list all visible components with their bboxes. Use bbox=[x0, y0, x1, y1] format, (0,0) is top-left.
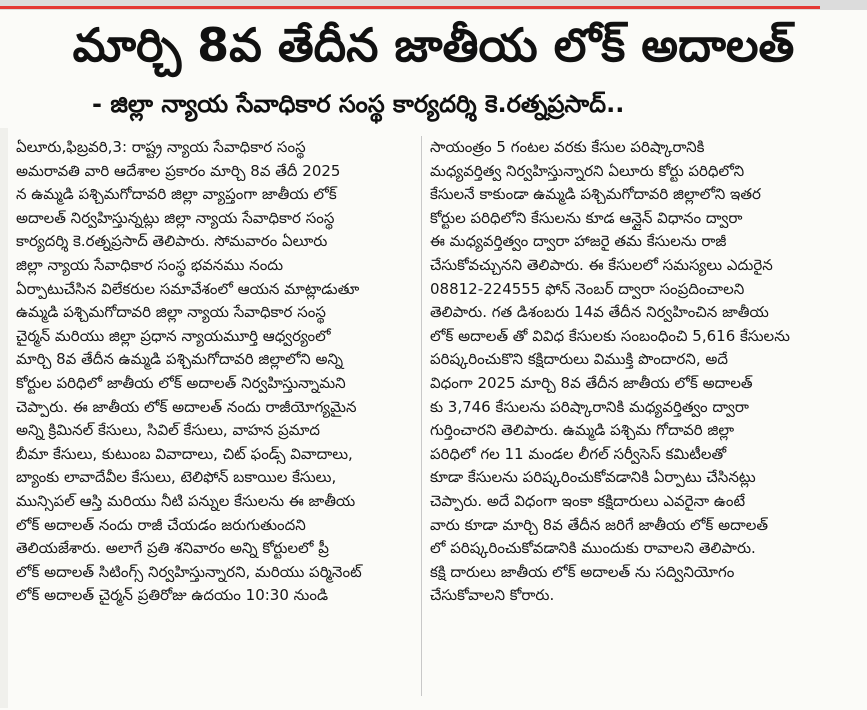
left-column bbox=[16, 136, 416, 608]
right-column bbox=[430, 136, 830, 608]
left-column-line: జిల్లా న్యాయ సేవాధికార సంస్థ భవనము నందు bbox=[16, 255, 284, 274]
adjacent-column-edge bbox=[0, 128, 8, 708]
left-column-line: బీమా కేసులు, కుటుంబ వివాదాలు, చిట్ ఫండ్స్ వివాదాలు, bbox=[16, 444, 353, 463]
left-column-line: చెప్పారు. ఈ జాతీయ లోక్ అదాలత్ నందు రాజీయోగ్యమైన bbox=[16, 397, 357, 416]
accent-bar bbox=[0, 6, 820, 9]
right-column-line: కోర్టుల పరిధిలోని కేసులను కూడ ఆన్లైన్ విధానం ద్వారా bbox=[430, 208, 743, 227]
right-column-line: లోక్ అదాలత్ తో వివిధ కేసులకు సంబంధించి 5,616 కేసులను bbox=[430, 326, 790, 345]
right-column-line: వారు కూడా మార్చి 8వ తేదీన జరిగే జాతీయ లోక్ అదాలత్ bbox=[430, 515, 769, 534]
right-column-line: కూడా కేసులను పరిష్కరించుకోవడానికి ఏర్పాటు చేసినట్లు bbox=[430, 468, 756, 487]
right-column-line: సాయంత్రం 5 గంటల వరకు కేసుల పరిష్కారానికి bbox=[430, 138, 705, 156]
right-column-line: కేసులనే కాకుండా ఉమ్మడి పశ్చిమగోదావరి జిల్లాలోని ఇతర bbox=[430, 185, 761, 204]
left-column-line: లోక్ అదాలత్ నందు రాజీ చేయడం జరుగుతుందని bbox=[16, 515, 306, 534]
left-column-line: తెలియజేశారు. అలాగే ప్రతి శనివారం అన్ని కోర్టులలో ప్రీ bbox=[16, 539, 329, 558]
right-column-line: పరిధిలో గల 11 మండల లీగల్ సర్వీసెస్ కమిటీలతో bbox=[430, 444, 727, 463]
left-column-line: ఉమ్మడి పశ్చిమగోదావరి జిల్లా న్యాయ సేవాధికార సంస్థ bbox=[16, 303, 326, 322]
headline: మార్చి 8వ తేదీన జాతీయ లోక్ అదాలత్ bbox=[72, 18, 795, 72]
right-column-line: లో పరిష్కరించుకోవడానికి ముందుకు రావాలని తెలిపారు. bbox=[430, 539, 756, 558]
left-column-line: న ఉమ్మడి పశ్చిమగోదావరి జిల్లా వ్యాప్తంగా జాతీయ లోక్ bbox=[16, 185, 337, 204]
left-column-line: ఏలూరు,ఫిబ్రవరి,3: రాష్ట్ర న్యాయ సేవాధికార సంస్థ bbox=[16, 138, 306, 156]
left-column-line: లోక్ అదాలత్ సిటింగ్స్ నిర్వహిస్తున్నారని, మరియు పర్మినెంట్ bbox=[16, 562, 362, 581]
right-column-line: గుర్తించారని తెలిపారు. ఉమ్మడి పశ్చిమ గోదావరి జిల్లా bbox=[430, 421, 735, 440]
right-column-line: కు 3,746 కేసులను పరిష్కారానికి మధ్యవర్తిత్వం ద్వారా bbox=[430, 397, 749, 416]
left-column-line: మార్చి 8వ తేదీన ఉమ్మడి పశ్చిమగోదావరి జిల్లాలోని అన్ని bbox=[16, 350, 344, 369]
right-column-line: తెలిపారు. గత డిశంబరు 14వ తేదీన నిర్వహించిన జాతీయ bbox=[430, 303, 769, 322]
left-column-line: మున్సిపల్ ఆస్తి మరియు నీటి పన్నుల కేసులను ఈ జాతీయ bbox=[16, 491, 356, 510]
column-divider bbox=[421, 136, 422, 696]
left-column-line: అదాలత్ నిర్వహిస్తున్నట్లు జిల్లా న్యాయ సేవాధికార సంస్థ bbox=[16, 208, 335, 227]
right-column-line: కక్షి దారులు జాతీయ లోక్ అదాలత్ ను సద్వినియోగం bbox=[430, 562, 735, 581]
right-column-line: విధంగా 2025 మార్చి 8వ తేదీన జాతీయ లోక్ అదాలత్ bbox=[430, 373, 753, 392]
right-column-line: పరిష్కరించుకొని కక్షిదారులు విముక్తి పొందారని, అదే bbox=[430, 350, 728, 369]
subheadline: - జిల్లా న్యాయ సేవాధికార సంస్థ కార్యదర్శి కె.రత్నప్రసాద్.. bbox=[92, 90, 625, 118]
right-column-line: చేసుకోవాలని కోరారు. bbox=[430, 586, 555, 605]
left-column-line: కోర్టుల పరిధిలో జాతీయ లోక్ అదాలత్ నిర్వహిస్తున్నామని bbox=[16, 373, 346, 392]
left-column-line: కార్యదర్శి కె.రత్నప్రసాద్ తెలిపారు. సోమవారం ఏలూరు bbox=[16, 232, 328, 251]
right-column-line: ఈ మధ్యవర్తిత్వం ద్వారా హాజరై తమ కేసులను రాజీ bbox=[430, 232, 727, 251]
left-column-line: చైర్మన్ మరియు జిల్లా ప్రధాన న్యాయమూర్తి ఆధ్వర్యంలో bbox=[16, 326, 331, 345]
left-column-line: లోక్ అదాలత్ చైర్మన్ ప్రతిరోజు ఉదయం 10:30 నుండి bbox=[16, 586, 329, 605]
left-column-line: అమరావతి వారి ఆదేశాల ప్రకారం మార్చి 8వ తేదీ 2025 bbox=[16, 161, 341, 180]
left-column-line: బ్యాంకు లావాదేవీల కేసులు, టెలిఫోన్ బకాయిల కేసులు, bbox=[16, 468, 337, 487]
right-column-line: చెప్పారు. అదే విధంగా ఇంకా కక్షిదారులు ఎవరైనా ఉంటే bbox=[430, 491, 746, 510]
right-column-line: చేసుకోవచ్చునని తెలిపారు. ఈ కేసులలో సమస్యలు ఎదురైన bbox=[430, 255, 773, 274]
left-column-line: ఏర్పాటుచేసిన విలేకరుల సమావేశంలో ఆయన మాట్లాడుతూ bbox=[16, 279, 360, 298]
right-column-line: మధ్యవర్తిత్వ నిర్వహిస్తున్నారని ఏలూరు కోర్టు పరిధిలోని bbox=[430, 161, 745, 180]
right-column-line: 08812-224555 ఫోన్ నెంబర్ ద్వారా సంప్రదించాలని bbox=[430, 279, 745, 298]
left-column-line: అన్ని క్రిమినల్ కేసులు, సివిల్ కేసులు, వాహన ప్రమాద bbox=[16, 421, 320, 440]
